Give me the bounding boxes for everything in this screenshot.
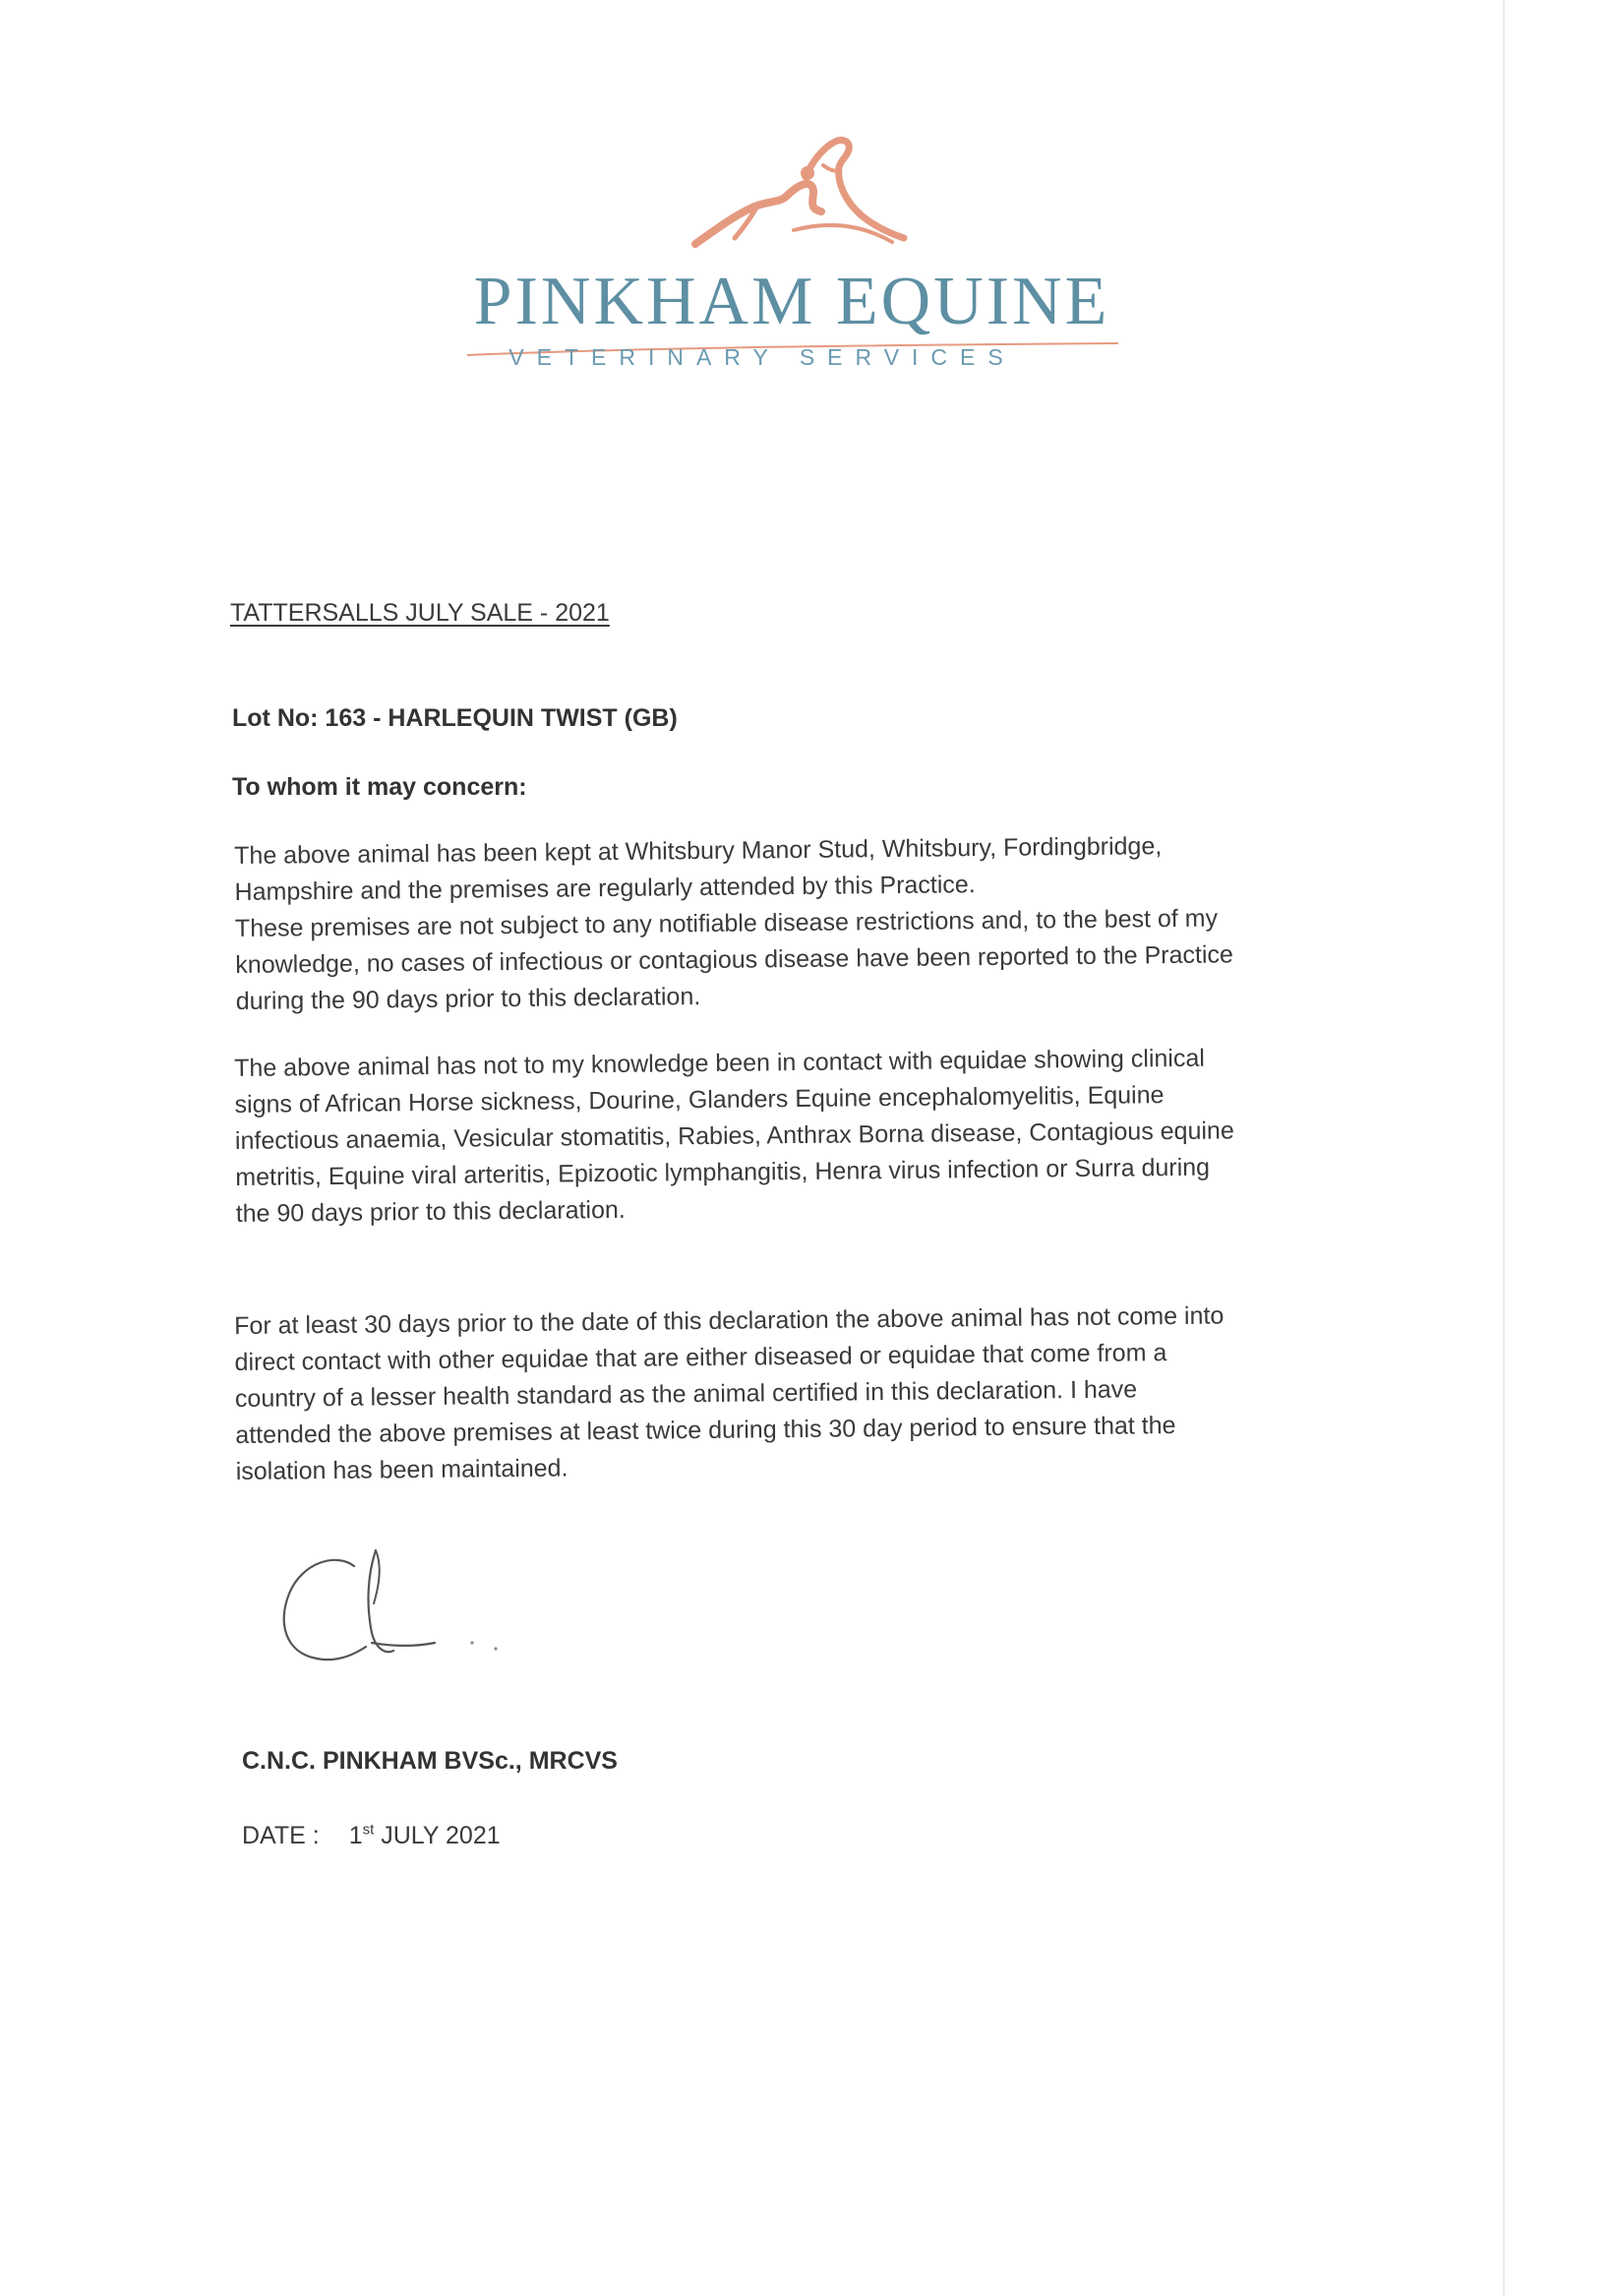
paragraph-line: attended the above premises at least twice during this 30 day period to ensure that the (235, 1411, 1176, 1449)
date-suffix: st (362, 1821, 375, 1839)
practice-logo (457, 128, 1126, 393)
paragraph-line: the 90 days prior to this declaration. (235, 1195, 626, 1228)
horse-name: HARLEQUIN TWIST (GB) (388, 704, 678, 732)
paragraph-line: metritis, Equine viral arteritis, Epizootic lymphangitis, Henra virus infection or Surra during (235, 1153, 1211, 1191)
paragraph-line: during the 90 days prior to this declaration. (235, 983, 701, 1015)
signer-name: C.N.C. PINKHAM BVSc., MRCVS (242, 1747, 618, 1775)
paragraph-line: These premises are not subject to any notifiable disease restrictions and, to the best of my (234, 904, 1219, 942)
paragraph-line: country of a lesser health standard as the animal certified in this declaration. I have (234, 1375, 1138, 1413)
practice-subtitle: VETERINARY SERVICES (508, 344, 1016, 370)
date-rest: JULY 2021 (374, 1822, 501, 1849)
date-line (242, 1818, 501, 1854)
paragraph-premises (234, 826, 1367, 1020)
lot-separator: - (373, 704, 382, 732)
greeting: To whom it may concern: (232, 773, 527, 801)
date-label: DATE : (242, 1822, 320, 1849)
page-edge (1503, 0, 1505, 2296)
lot-number: 163 (325, 704, 367, 732)
paragraph-line: knowledge, no cases of infectious or contagious disease have been reported to the Practice (235, 940, 1233, 979)
horse-rider-logo-icon (676, 128, 912, 275)
paragraph-line: infectious anaemia, Vesicular stomatitis, Rabies, Anthrax Borna disease, Contagious equine (234, 1117, 1234, 1155)
paragraph-isolation (234, 1297, 1367, 1490)
paragraph-line: signs of African Horse sickness, Dourine, Glanders Equine encephalomyelitis, Equine (234, 1081, 1165, 1118)
paragraph-line: For at least 30 days prior to the date of this declaration the above animal has not come into (234, 1301, 1225, 1340)
paragraph-line: The above animal has not to my knowledge been in contact with equidae showing clinical (234, 1044, 1205, 1082)
date-day: 1 (348, 1822, 363, 1849)
paragraph-line: Hampshire and the premises are regularly attended by this Practice. (234, 871, 976, 906)
handwritten-signature (277, 1544, 523, 1677)
practice-name: PINKHAM EQUINE (473, 264, 1110, 339)
paragraph-line: direct contact with other equidae that are either diseased or equidae that come from a (234, 1339, 1167, 1376)
sale-title: TATTERSALLS JULY SALE - 2021 (230, 599, 610, 627)
lot-line (232, 700, 678, 737)
paragraph-line: The above animal has been kept at Whitsbury Manor Stud, Whitsbury, Fordingbridge, (234, 832, 1163, 870)
paragraph-line: isolation has been maintained. (235, 1454, 568, 1485)
paragraph-diseases (234, 1039, 1367, 1233)
lot-label: Lot No: (232, 704, 319, 732)
